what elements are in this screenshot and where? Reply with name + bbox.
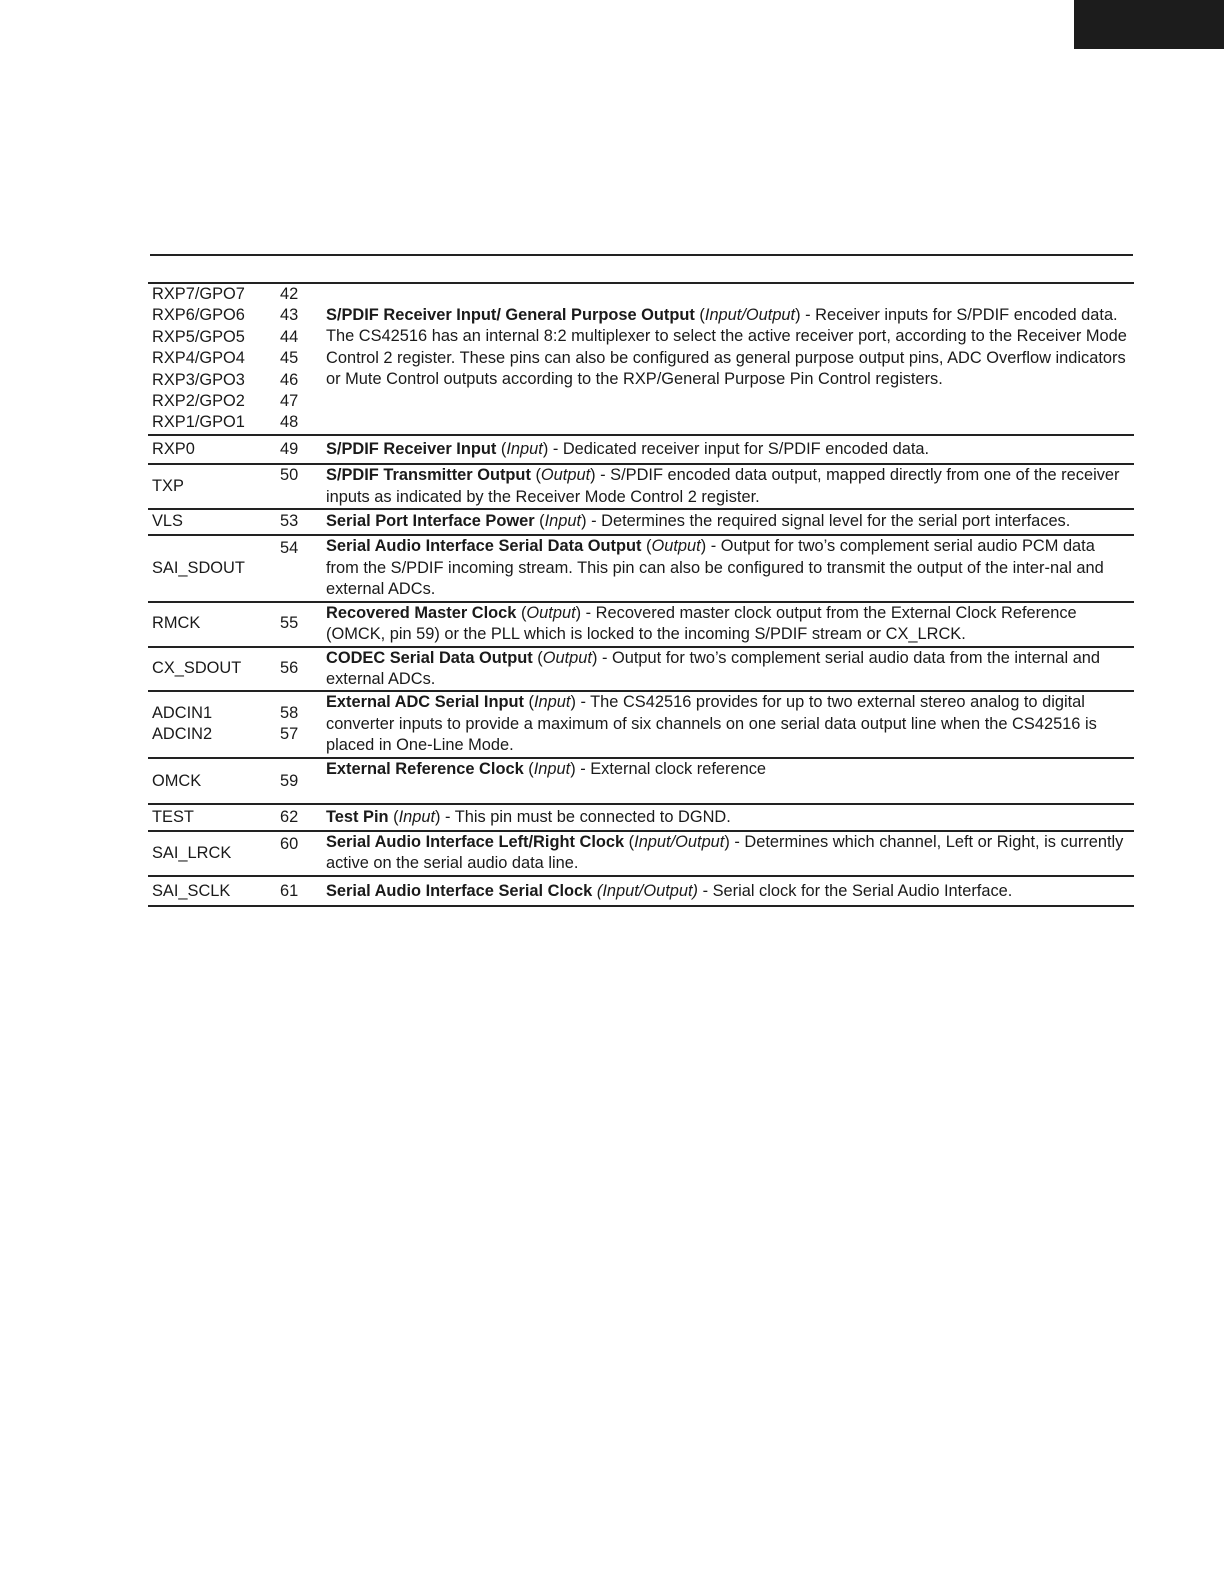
pin-description: Serial Audio Interface Serial Clock (Input/Output) - Serial clock for the Serial Audio Interface.	[326, 881, 1013, 900]
pin-function-title: Recovered Master Clock	[326, 603, 517, 622]
pin-number: 60	[280, 834, 299, 853]
pin-direction: Input	[506, 439, 543, 458]
pin-number: 45	[280, 349, 299, 368]
pin-name: CX_SDOUT	[152, 659, 242, 678]
pin-function-text: Output for two’s complement serial audio data from the internal and external ADCs.	[326, 648, 1101, 688]
pin-function-text: The CS42516 provides for up to two external stereo analog to digital converter inputs to provide a maximum of six channels on one serial data output line when the CS42516 is placed in One-Line Mode.	[326, 693, 1097, 755]
table-row	[148, 877, 1134, 907]
pin-description: External Reference Clock (Input) - External clock reference	[326, 759, 767, 778]
pin-name-cell	[148, 465, 276, 508]
table-row	[148, 536, 1134, 602]
pin-number: 55	[280, 614, 299, 633]
pin-function-title: Serial Audio Interface Serial Clock	[326, 881, 593, 900]
pin-number: 53	[280, 512, 299, 531]
pin-number-cell	[276, 603, 326, 646]
pin-description: S/PDIF Receiver Input (Input) - Dedicated receiver input for S/PDIF encoded data.	[326, 439, 930, 458]
pin-direction: Output	[542, 648, 592, 667]
pin-number: 54	[280, 539, 299, 558]
pin-name: RMCK	[152, 614, 201, 633]
table-row	[148, 436, 1134, 465]
pin-name: RXP2/GPO2	[152, 392, 245, 411]
pin-function-text: Recovered master clock output from the External Clock Reference (OMCK, pin 59) or the PLL which is locked to the incoming S/PDIF stream or CX_LRCK.	[326, 603, 1077, 644]
pin-name: RXP5/GPO5	[152, 327, 245, 346]
pin-name: ADCIN1	[152, 704, 213, 723]
pin-name: RXP6/GPO6	[152, 306, 245, 325]
pin-number-cell	[276, 881, 326, 902]
table-row	[148, 805, 1134, 832]
pin-direction: Output	[651, 537, 701, 556]
table-row	[148, 284, 1134, 436]
pin-number-cell	[276, 692, 326, 756]
table-row	[148, 832, 1134, 877]
pin-name: RXP1/GPO1	[152, 413, 245, 432]
pin-function-text: Serial clock for the Serial Audio Interface.	[712, 881, 1013, 900]
pin-number-cell	[276, 439, 326, 460]
pin-function-text: Determines which channel, Left or Right, is currently active on the serial audio data line.	[326, 832, 1124, 873]
pin-description: S/PDIF Transmitter Output (Output) - S/PDIF encoded data output, mapped directly from one of the receiver inputs as indicated by the Receiver Mode Control 2 register.	[326, 466, 1120, 506]
pin-name-cell	[148, 284, 276, 434]
pin-description: Serial Audio Interface Left/Right Clock (Input/Output) - Determines which channel, Left or Right, is currently active on the serial audio data line.	[326, 832, 1124, 873]
pin-function-text: Determines the required signal level for the serial port interfaces.	[601, 512, 1071, 531]
pin-description-table	[148, 282, 1134, 907]
pin-name-cell	[148, 603, 276, 646]
pin-description: Serial Port Interface Power (Input) - Determines the required signal level for the serial port interfaces.	[326, 512, 1071, 531]
pin-function-title: S/PDIF Transmitter Output	[326, 466, 531, 485]
pin-number-cell	[276, 465, 326, 508]
table-row	[148, 648, 1134, 693]
pin-direction: Input/Output	[602, 881, 693, 900]
pin-function-text: S/PDIF encoded data output, mapped directly from one of the receiver inputs as indicated by the Receiver Mode Control 2 register.	[326, 466, 1120, 506]
pin-name: OMCK	[152, 772, 202, 791]
pin-direction: Output	[526, 603, 576, 622]
pin-number-cell	[276, 511, 326, 532]
pin-number: 47	[280, 392, 299, 411]
pin-direction: Input/Output	[634, 832, 725, 851]
pin-function-text: Receiver inputs for S/PDIF encoded data. The CS42516 has an internal 8:2 multiplexer to select the active receiver port, according to the Receiver Mode Control 2 register. These pins can also be configured as general purpose output pins, ADC Overflow indicators or Mute Control outputs according to the RXP/General Purpose Pin Control registers.	[326, 306, 1127, 389]
pin-description: Recovered Master Clock (Output) - Recovered master clock output from the External Clock Reference (OMCK, pin 59) or the PLL which is locked to the incoming S/PDIF stream or CX_LRCK.	[326, 603, 1077, 644]
pin-number: 56	[280, 659, 299, 678]
pin-name: RXP7/GPO7	[152, 285, 245, 303]
pin-function-title: Serial Port Interface Power	[326, 512, 535, 531]
pin-direction: Input	[544, 512, 582, 531]
table-row	[148, 465, 1134, 510]
pin-name-cell	[148, 881, 276, 902]
page-corner-tab	[1074, 0, 1224, 49]
pin-name: VLS	[152, 512, 183, 531]
pin-name: RXP0	[152, 439, 195, 458]
pin-number-cell	[276, 832, 326, 875]
pin-number: 49	[280, 439, 299, 458]
pin-number-cell	[276, 284, 326, 434]
pin-direction: Input	[398, 807, 436, 826]
pin-name: RXP3/GPO3	[152, 370, 245, 389]
pin-number-cell	[276, 536, 326, 600]
pin-function-title: CODEC Serial Data Output	[326, 648, 533, 667]
pin-description: CODEC Serial Data Output (Output) - Output for two’s complement serial audio data from the internal and external ADCs.	[326, 648, 1101, 688]
pin-number: 58	[280, 704, 299, 723]
pin-function-title: External Reference Clock	[326, 759, 524, 778]
pin-function-title: External ADC Serial Input	[326, 693, 524, 712]
table-row	[148, 692, 1134, 758]
header-rule	[150, 254, 1133, 256]
pin-name-cell	[148, 807, 276, 828]
pin-name-cell	[148, 536, 276, 600]
pin-name-cell	[148, 439, 276, 460]
pin-description: External ADC Serial Input (Input) - The CS42516 provides for up to two external stereo analog to digital converter inputs to provide a maximum of six channels on one serial data output line when the CS42516 is placed in One-Line Mode.	[326, 693, 1097, 755]
pin-direction: Input/Output	[704, 306, 796, 324]
pin-name-cell	[148, 648, 276, 691]
pin-function-title: S/PDIF Receiver Input/ General Purpose Output	[326, 306, 695, 324]
pin-number: 62	[280, 807, 299, 826]
pin-description: Test Pin (Input) - This pin must be connected to DGND.	[326, 807, 731, 826]
pin-name: SAI_LRCK	[152, 843, 232, 862]
pin-name-cell	[148, 759, 276, 803]
pin-function-title: Test Pin	[326, 807, 389, 826]
pin-number: 44	[280, 327, 299, 346]
table-row	[148, 603, 1134, 648]
table-row	[148, 510, 1134, 536]
pin-direction: Input	[533, 693, 571, 712]
pin-number-cell	[276, 759, 326, 803]
pin-number: 59	[280, 772, 299, 791]
pin-name-cell	[148, 692, 276, 756]
pin-name-cell	[148, 832, 276, 875]
pin-function-text: Dedicated receiver input for S/PDIF encoded data.	[562, 439, 930, 458]
pin-number-cell	[276, 648, 326, 691]
pin-description: S/PDIF Receiver Input/ General Purpose Output (Input/Output) - Receiver inputs for S/PDIF encoded data. The CS42516 has an internal 8:2 multiplexer to select the active receiver port, according to the Receiver Mode Control 2 register. These pins can also be configured as general purpose output pins, ADC Overflow indicators or Mute Control outputs according to the RXP/General Purpose Pin Control registers.	[326, 306, 1127, 389]
pin-function-text: Output for two’s complement serial audio PCM data from the S/PDIF incoming stream. This pin can also be configured to transmit the output of the inter-nal and external ADCs.	[326, 537, 1104, 599]
pin-number: 61	[280, 881, 299, 900]
pin-number: 42	[280, 285, 299, 303]
pin-function-text: This pin must be connected to DGND.	[454, 807, 731, 826]
table-row	[148, 759, 1134, 805]
pin-number: 57	[280, 725, 299, 744]
pin-name: TEST	[152, 807, 194, 826]
pin-name: RXP4/GPO4	[152, 349, 245, 368]
pin-name: TXP	[152, 476, 184, 495]
pin-name: SAI_SDOUT	[152, 558, 245, 577]
pin-direction-paren: (Input/Output)	[596, 881, 699, 900]
pin-function-text: External clock reference	[590, 759, 767, 778]
pin-direction: Output	[540, 466, 591, 485]
pin-function-title: S/PDIF Receiver Input	[326, 439, 497, 458]
pin-direction: Input	[533, 759, 571, 778]
pin-function-title: Serial Audio Interface Left/Right Clock	[326, 832, 625, 851]
pin-function-title: Serial Audio Interface Serial Data Output	[326, 537, 642, 556]
pin-number: 43	[280, 306, 299, 325]
pin-number-cell	[276, 807, 326, 828]
pin-name: SAI_SCLK	[152, 881, 231, 900]
pin-description: Serial Audio Interface Serial Data Output (Output) - Output for two’s complement serial audio PCM data from the S/PDIF incoming stream. This pin can also be configured to transmit the output of the inter-nal and external ADCs.	[326, 537, 1104, 599]
pin-name: ADCIN2	[152, 725, 213, 744]
pin-name-cell	[148, 511, 276, 532]
pin-number: 46	[280, 370, 299, 389]
pin-number: 48	[280, 413, 299, 432]
pin-number: 50	[280, 466, 299, 485]
